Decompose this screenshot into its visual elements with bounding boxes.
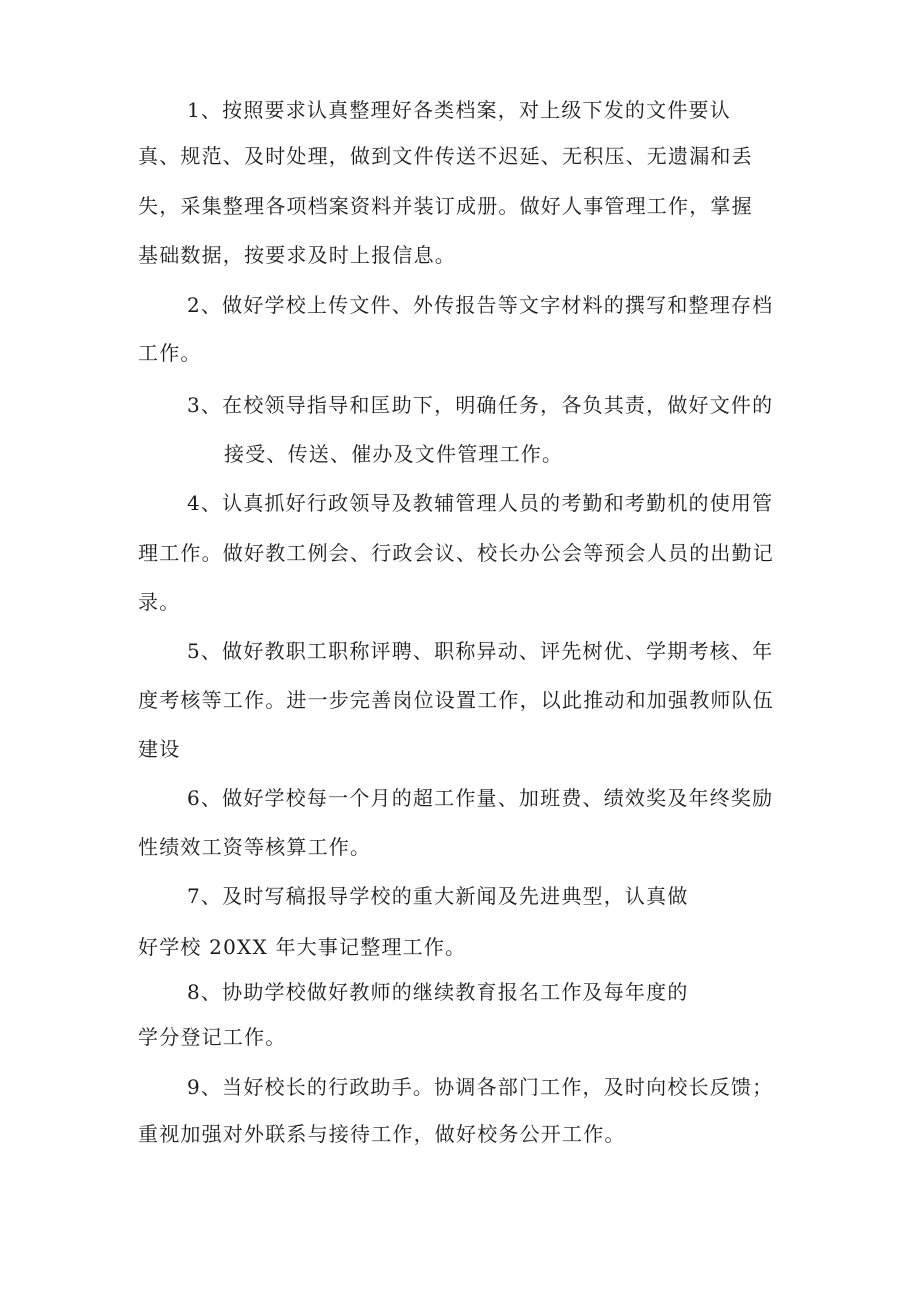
item-4-line-3: 录。 bbox=[138, 590, 181, 614]
item-1-line-2: 真、规范、及时处理，做到文件传送不迟延、无积压、无遗漏和丢 bbox=[138, 144, 753, 168]
item-5-line-3: 建设 bbox=[138, 737, 181, 761]
item-7-line-1: 7、及时写稿报导学校的重大新闻及先进典型，认真做 bbox=[187, 884, 689, 908]
item-3-line-1: 3、在校领导指导和匡助下，明确任务，各负其责，做好文件的 bbox=[187, 393, 774, 417]
item-1-line-4: 基础数据，按要求及时上报信息。 bbox=[138, 243, 456, 267]
item-2-line-1: 2、做好学校上传文件、外传报告等文字材料的撰写和整理存档 bbox=[187, 293, 774, 317]
item-1-line-1: 1、按照要求认真整理好各类档案，对上级下发的文件要认 bbox=[187, 98, 731, 122]
item-7-line-2: 好学校 20XX 年大事记整理工作。 bbox=[138, 935, 467, 959]
item-4-line-1: 4、认真抓好行政领导及教辅管理人员的考勤和考勤机的使用管 bbox=[187, 491, 774, 515]
item-5-line-2: 度考核等工作。进一步完善岗位设置工作，以此推动和加强教师队伍 bbox=[138, 688, 774, 712]
item-9-line-2: 重视加强对外联系与接待工作，做好校务公开工作。 bbox=[138, 1122, 626, 1146]
item-8-line-1: 8、协助学校做好教师的继续教育报名工作及每年度的 bbox=[187, 980, 689, 1004]
item-2-line-2: 工作。 bbox=[138, 341, 202, 365]
item-6-line-1: 6、做好学校每一个月的超工作量、加班费、绩效奖及年终奖励 bbox=[187, 786, 774, 810]
item-4-line-2: 理工作。做好教工例会、行政会议、校长办公会等预会人员的出勤记 bbox=[138, 541, 774, 565]
item-9-line-1: 9、当好校长的行政助手。协调各部门工作，及时向校长反馈； bbox=[187, 1075, 774, 1099]
item-8-line-2: 学分登记工作。 bbox=[138, 1025, 287, 1049]
item-6-line-2: 性绩效工资等核算工作。 bbox=[138, 835, 372, 859]
item-3-line-2: 接受、传送、催办及文件管理工作。 bbox=[224, 442, 564, 466]
item-1-line-3: 失，采集整理各项档案资料并装订成册。做好人事管理工作，掌握 bbox=[138, 194, 753, 218]
item-5-line-1: 5、做好教职工职称评聘、职称异动、评先树优、学期考核、年 bbox=[187, 639, 774, 663]
